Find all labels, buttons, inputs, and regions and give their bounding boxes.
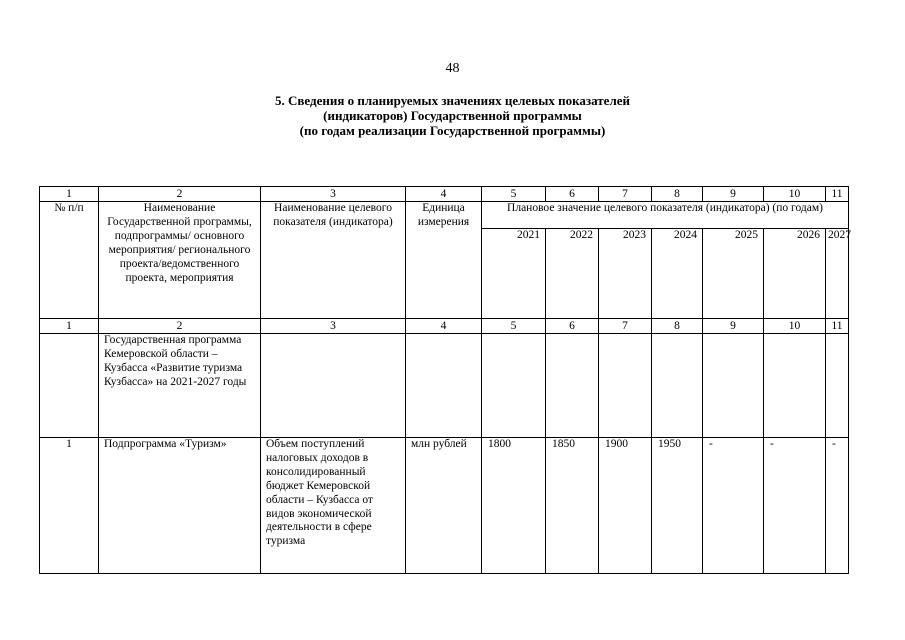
column-number: 9	[703, 319, 764, 334]
column-number: 5	[482, 319, 546, 334]
column-number: 2	[99, 319, 261, 334]
header-indicator: Наименование целевого показателя (индикатора)	[261, 202, 406, 319]
header-year: 2025	[703, 229, 764, 319]
section-title	[0, 93, 905, 138]
column-number: 11	[826, 319, 849, 334]
row-value	[703, 334, 764, 438]
row-value	[482, 334, 546, 438]
header-year: 2027	[826, 229, 849, 319]
row-value	[826, 334, 849, 438]
column-number: 8	[652, 187, 703, 202]
header-num: № п/п	[40, 202, 99, 319]
column-number: 1	[40, 319, 99, 334]
header-unit: Единица измерения	[406, 202, 482, 319]
header-name: Наименование Государственной программы, подпрограммы/ основного мероприятия/ регионального проекта/ведомственного проекта, мероприятия	[99, 202, 261, 319]
column-number: 4	[406, 187, 482, 202]
header-row	[40, 202, 849, 229]
column-number: 2	[99, 187, 261, 202]
header-year: 2024	[652, 229, 703, 319]
column-number: 9	[703, 187, 764, 202]
row-unit	[406, 334, 482, 438]
page-number: 48	[445, 61, 460, 76]
title-line-2: (индикаторов) Государственной программы	[323, 108, 582, 123]
column-number: 10	[764, 187, 826, 202]
row-name: Государственная программа Кемеровской области – Кузбасса «Развитие туризма Кузбасса» на 2021-2027 годы	[99, 334, 261, 438]
column-number-row-top	[40, 187, 849, 202]
column-number: 6	[546, 319, 599, 334]
column-number: 8	[652, 319, 703, 334]
column-number: 3	[261, 319, 406, 334]
row-value	[599, 334, 652, 438]
column-number: 5	[482, 187, 546, 202]
header-planned: Плановое значение целевого показателя (индикатора) (по годам)	[482, 202, 849, 229]
column-number: 3	[261, 187, 406, 202]
column-number: 10	[764, 319, 826, 334]
row-value: 1900	[599, 438, 652, 574]
row-value	[546, 334, 599, 438]
row-indicator	[261, 334, 406, 438]
row-name: Подпрограмма «Туризм»	[99, 438, 261, 574]
row-value: 1950	[652, 438, 703, 574]
column-number: 6	[546, 187, 599, 202]
header-year: 2026	[764, 229, 826, 319]
row-value	[652, 334, 703, 438]
row-value	[764, 334, 826, 438]
row-num	[40, 334, 99, 438]
column-number: 1	[40, 187, 99, 202]
row-value: 1800	[482, 438, 546, 574]
column-number: 11	[826, 187, 849, 202]
indicators-table	[39, 186, 849, 574]
column-number: 7	[599, 187, 652, 202]
title-line-1: 5. Сведения о планируемых значениях целевых показателей	[275, 93, 630, 108]
table-row	[40, 438, 849, 574]
column-number-row-bottom	[40, 319, 849, 334]
row-value: -	[826, 438, 849, 574]
row-num: 1	[40, 438, 99, 574]
header-year: 2022	[546, 229, 599, 319]
row-value: -	[703, 438, 764, 574]
row-value: 1850	[546, 438, 599, 574]
row-value: -	[764, 438, 826, 574]
title-line-3: (по годам реализации Государственной программы)	[299, 123, 606, 138]
row-unit: млн рублей	[406, 438, 482, 574]
header-year: 2023	[599, 229, 652, 319]
header-year: 2021	[482, 229, 546, 319]
table-row	[40, 334, 849, 438]
column-number: 7	[599, 319, 652, 334]
row-indicator: Объем поступлений налоговых доходов в консолидированный бюджет Кемеровской области – Кузбасса от видов экономической деятельности в сфере туризма	[261, 438, 406, 574]
column-number: 4	[406, 319, 482, 334]
